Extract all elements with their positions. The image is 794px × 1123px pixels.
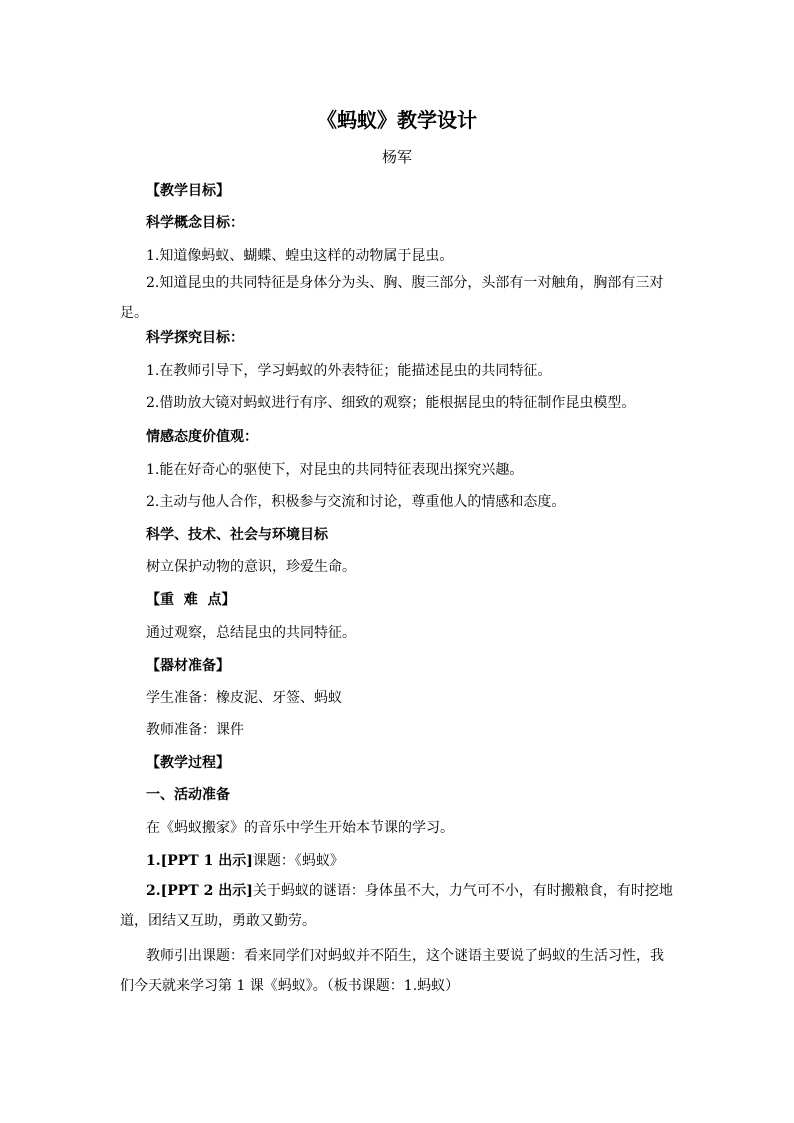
inquiry-heading: 科学探究目标：: [146, 330, 244, 346]
attitude-item-1: 1.能在好奇心的驱使下，对昆虫的共同特征表现出探究兴趣。: [146, 462, 524, 478]
step1-text: 在《蚂蚁搬家》的音乐中学生开始本节课的学习。: [146, 820, 454, 836]
concept-item-2: 2.知道昆虫的共同特征是身体分为头、胸、腹三部分，头部有一对触角，胸部有三对足。: [120, 275, 664, 321]
goals-heading: 【教学目标】: [146, 183, 230, 199]
process-heading: 【教学过程】: [146, 755, 230, 771]
ppt2-text: 关于蚂蚁的谜语：身体虽不大，力气可不小，有时搬粮食，有时挖地道，团结又互助，勇敢又勤劳。: [120, 883, 673, 929]
ppt2-label: 2.[PPT 2 出示]: [146, 883, 253, 899]
sts-heading: 科学、技术、社会与环境目标: [146, 527, 328, 543]
attitude-heading: 情感态度价值观：: [146, 429, 258, 445]
document-title: 《蚂蚁》教学设计: [317, 108, 477, 132]
intro-paragraph: 教师引出课题：看来同学们对蚂蚁并不陌生，这个谜语主要说了蚂蚁的生活习性，我们今天就来学习第 1 课《蚂蚁》。（板书课题：1.蚂蚁）: [120, 948, 664, 994]
concept-item-1: 1.知道像蚂蚁、蝴蝶、蝗虫这样的动物属于昆虫。: [146, 248, 454, 264]
attitude-item-2: 2.主动与他人合作，积极参与交流和讨论，尊重他人的情感和态度。: [146, 494, 566, 510]
materials-heading: 【器材准备】: [146, 658, 230, 674]
inquiry-item-1: 1.在教师引导下，学习蚂蚁的外表特征；能描述昆虫的共同特征。: [146, 363, 552, 379]
document-author: 杨军: [381, 148, 412, 166]
ppt1-text: 课题：《蚂蚁》: [252, 853, 344, 869]
materials-students: 学生准备：橡皮泥、牙签、蚂蚁: [146, 690, 342, 706]
materials-teacher: 教师准备：课件: [146, 722, 244, 738]
ppt2-paragraph: [120, 876, 676, 936]
ppt1-label: 1.[PPT 1 出示]: [146, 853, 253, 869]
key-heading: 【重 难 点】: [146, 592, 236, 608]
key-item-1: 通过观察，总结昆虫的共同特征。: [146, 625, 356, 641]
concept-heading: 科学概念目标：: [146, 215, 244, 231]
inquiry-item-2: 2.借助放大镜对蚂蚁进行有序、细致的观察；能根据昆虫的特征制作昆虫模型。: [146, 395, 636, 411]
sts-item-1: 树立保护动物的意识，珍爱生命。: [146, 559, 356, 575]
ppt1-line: [146, 850, 344, 870]
step1-heading: 一、活动准备: [146, 787, 230, 803]
